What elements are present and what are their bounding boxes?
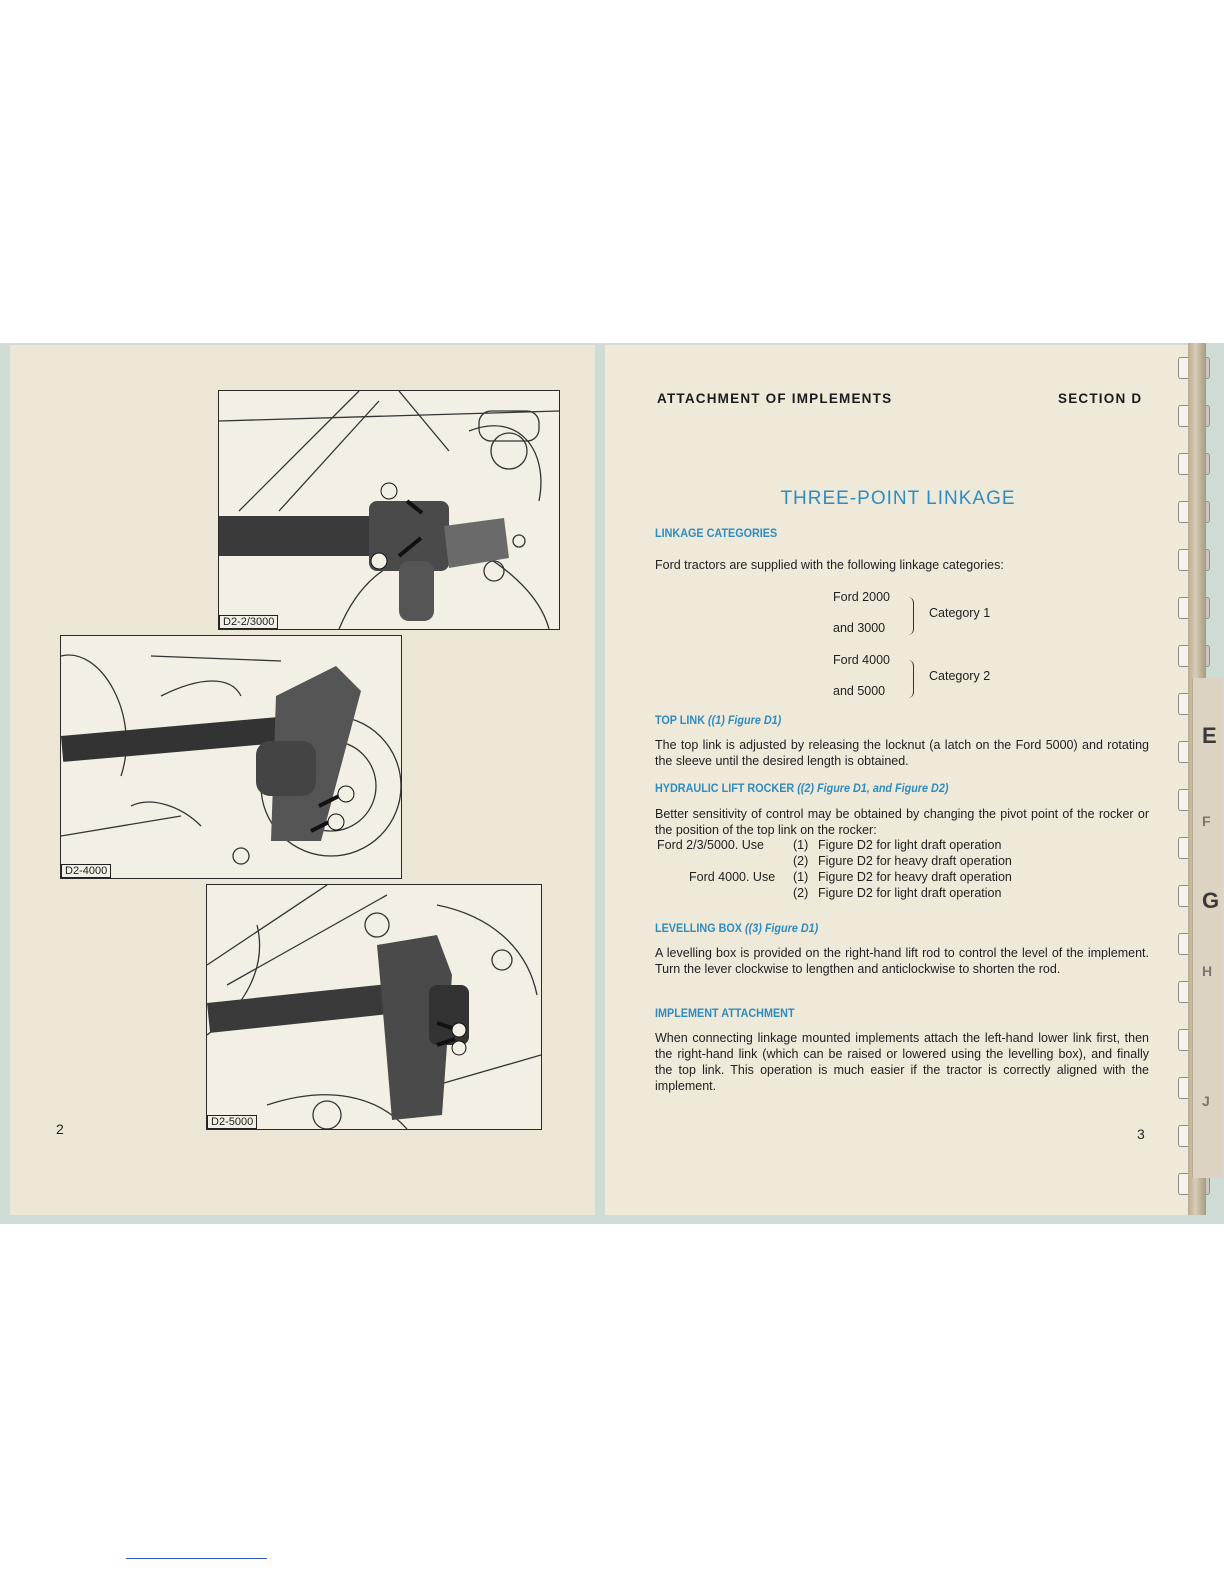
category-label: Category 1 [929, 606, 991, 620]
brace [907, 660, 914, 698]
use-description: Figure D2 for heavy draft operation [818, 854, 1012, 868]
linkage-illustration [61, 636, 401, 878]
book-spread [0, 343, 1224, 1224]
use-description: Figure D2 for light draft operation [818, 886, 1002, 900]
linkage-illustration [219, 391, 559, 629]
category-model: Ford 2000 [833, 590, 890, 604]
heading-text: HYDRAULIC LIFT ROCKER [655, 781, 795, 795]
implement-attachment-text: When connecting linkage mounted implements attach the left-hand lower link first, then the right-hand link (which can be raised or lowered using the levelling box), and finally the top link. This operation is much easier if the tractor is correctly aligned with the implement. [655, 1031, 1149, 1093]
hydraulic-lift-rocker-text: Better sensitivity of control may be obtained by changing the pivot point of the rocker or the position of the top link on the rocker: [655, 807, 1149, 837]
spiral-binding [588, 343, 618, 1224]
section-tab[interactable]: E [1202, 723, 1217, 748]
use-model: Ford 2/3/5000. Use [657, 838, 765, 852]
category-model: and 5000 [833, 684, 886, 698]
section-tab[interactable]: F [1202, 813, 1211, 829]
category-model: Ford 4000 [833, 653, 890, 667]
category-label: Category 2 [929, 669, 991, 683]
top-link-text: The top link is adjusted by releasing the locknut (a latch on the Ford 5000) and rotating the sleeve until the desired length is obtained. [655, 738, 1149, 768]
figure-reference: ((2) Figure D1, and Figure D2) [797, 781, 949, 795]
figure-d2-4000 [60, 635, 402, 879]
section-tab[interactable]: H [1202, 963, 1213, 979]
figure-label: D2-2/3000 [219, 615, 278, 629]
linkage-categories-intro: Ford tractors are supplied with the following linkage categories: [655, 558, 1004, 572]
use-number: (2) [793, 854, 809, 868]
right-page [605, 345, 1191, 1215]
page-number-right: 3 [1137, 1126, 1145, 1142]
use-model: Ford 4000. Use [689, 870, 776, 884]
figure-reference: ((1) Figure D1) [708, 713, 782, 727]
page-title: THREE-POINT LINKAGE [780, 488, 1016, 509]
running-header-section: SECTION D [1058, 391, 1143, 406]
brace [907, 597, 914, 635]
heading-implement-attachment: IMPLEMENT ATTACHMENT [655, 1006, 795, 1020]
heading-text: TOP LINK [655, 713, 706, 727]
heading-hydraulic-lift-rocker [655, 781, 948, 795]
page-number-left: 2 [56, 1121, 64, 1137]
left-page [10, 345, 595, 1215]
heading-top-link [655, 713, 781, 727]
linkage-illustration [207, 885, 541, 1129]
use-number: (1) [793, 870, 809, 884]
heading-text: LEVELLING BOX [655, 921, 743, 935]
figure-reference: ((3) Figure D1) [745, 921, 819, 935]
bottom-rule [126, 1558, 267, 1559]
heading-levelling-box [655, 921, 818, 935]
use-description: Figure D2 for heavy draft operation [818, 870, 1012, 884]
use-number: (2) [793, 886, 809, 900]
heading-linkage-categories: LINKAGE CATEGORIES [655, 526, 778, 540]
figure-d2-2-3000 [218, 390, 560, 630]
section-tab[interactable]: J [1202, 1093, 1210, 1109]
figure-d2-5000 [206, 884, 542, 1130]
running-header-title: ATTACHMENT OF IMPLEMENTS [657, 391, 893, 406]
category-model: and 3000 [833, 621, 886, 635]
figure-label: D2-4000 [61, 864, 111, 878]
section-tab[interactable]: G [1202, 888, 1220, 913]
use-description: Figure D2 for light draft operation [818, 838, 1002, 852]
levelling-box-text: A levelling box is provided on the right-hand lift rod to control the level of the implement. Turn the lever clockwise to lengthen and anticlockwise to shorten the rod. [655, 946, 1149, 976]
figure-label: D2-5000 [207, 1115, 257, 1129]
use-number: (1) [793, 838, 809, 852]
